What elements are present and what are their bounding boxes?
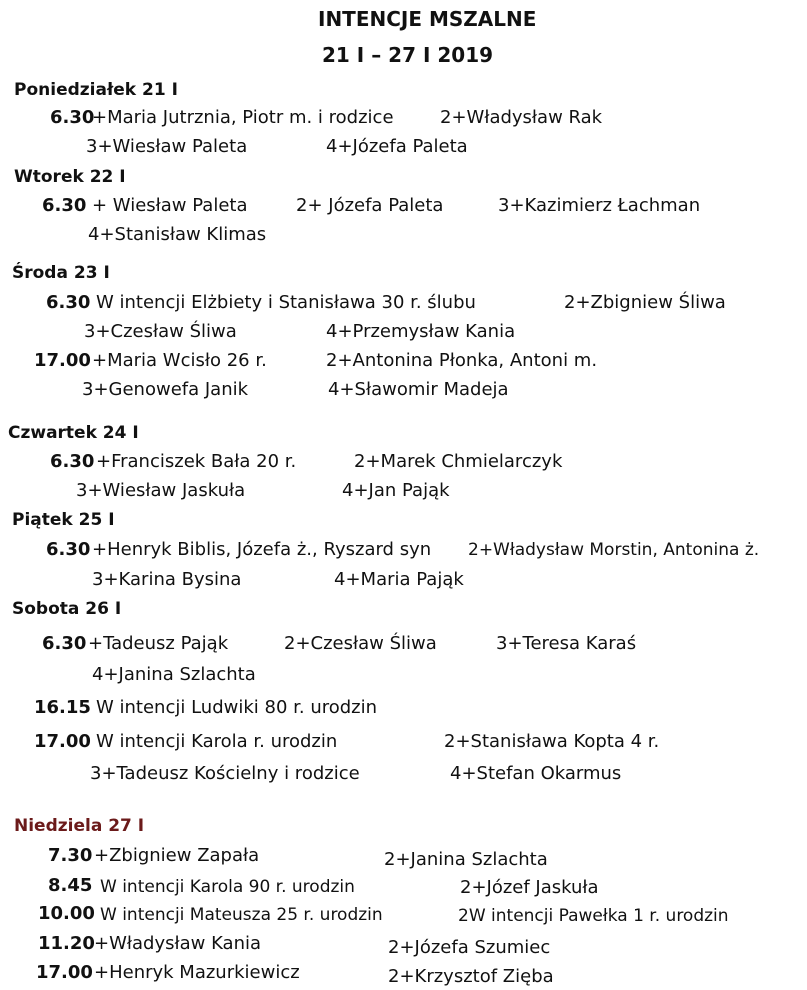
mass-time: 6.30	[42, 195, 87, 216]
mass-time: 17.00	[34, 350, 91, 371]
intention: 2+Janina Szlachta	[384, 849, 548, 870]
intention: 4+Stanisław Klimas	[88, 224, 267, 245]
page-title: INTENCJE MSZALNE	[318, 7, 537, 31]
intention: 2+Marek Chmielarczyk	[354, 451, 563, 472]
intention: +Władysław Kania	[94, 933, 262, 954]
day-heading-friday: Piątek 25 I	[12, 510, 115, 530]
day-heading-tuesday: Wtorek 22 I	[14, 167, 126, 187]
intention: +Henryk Mazurkiewicz	[94, 962, 300, 983]
mass-time: 10.00	[38, 903, 95, 924]
intention: +Zbigniew Zapała	[94, 845, 260, 866]
mass-time: 7.30	[48, 845, 93, 866]
intention: W intencji Karola 90 r. urodzin	[100, 877, 355, 897]
mass-time: 6.30	[42, 633, 87, 654]
intention: 2+Czesław Śliwa	[284, 633, 437, 654]
intention: 2+Krzysztof Zięba	[388, 966, 554, 987]
day-heading-wednesday: Środa 23 I	[12, 263, 110, 283]
intention: 2W intencji Pawełka 1 r. urodzin	[458, 906, 729, 926]
mass-time: 16.15	[34, 697, 91, 718]
intention: W intencji Karola r. urodzin	[96, 731, 338, 752]
intention: 4+Janina Szlachta	[92, 664, 256, 685]
intention: W intencji Ludwiki 80 r. urodzin	[96, 697, 378, 718]
mass-time: 6.30	[46, 292, 91, 313]
intention: +Tadeusz Pająk	[88, 633, 229, 654]
intention: 3+Czesław Śliwa	[84, 321, 237, 342]
intention: 2+Stanisława Kopta 4 r.	[444, 731, 660, 752]
intention: 2+Antonina Płonka, Antoni m.	[326, 350, 598, 371]
mass-time: 17.00	[36, 962, 93, 983]
intention: 3+Genowefa Janik	[82, 379, 249, 400]
mass-time: 6.30	[46, 539, 91, 560]
intention: 2+ Józefa Paleta	[296, 195, 444, 216]
intention: + Wiesław Paleta	[92, 195, 248, 216]
intention: W intencji Mateusza 25 r. urodzin	[100, 905, 383, 925]
intention: 4+Maria Pająk	[334, 569, 464, 590]
mass-time: 6.30	[50, 107, 95, 128]
intention: 4+Józefa Paleta	[326, 136, 468, 157]
intention: +Franciszek Bała 20 r.	[96, 451, 297, 472]
day-heading-thursday: Czwartek 24 I	[8, 423, 139, 443]
intention: +Henryk Biblis, Józefa ż., Ryszard syn	[92, 539, 432, 560]
day-heading-monday: Poniedziałek 21 I	[14, 80, 178, 100]
intention: 3+Wiesław Paleta	[86, 136, 248, 157]
intention: 3+Wiesław Jaskuła	[76, 480, 246, 501]
intention: 3+Tadeusz Kościelny i rodzice	[90, 763, 360, 784]
intention: 2+Zbigniew Śliwa	[564, 292, 726, 313]
intention: 3+Karina Bysina	[92, 569, 242, 590]
intention: 4+Sławomir Madeja	[328, 379, 509, 400]
intention: 4+Przemysław Kania	[326, 321, 516, 342]
day-heading-sunday: Niedziela 27 I	[14, 816, 145, 836]
day-heading-saturday: Sobota 26 I	[12, 599, 122, 619]
intention: 2+Józefa Szumiec	[388, 937, 551, 958]
intention: 2+Józef Jaskuła	[460, 877, 599, 898]
intention: 3+Teresa Karaś	[496, 633, 637, 654]
mass-time: 6.30	[50, 451, 95, 472]
intention: W intencji Elżbiety i Stanisława 30 r. ślubu	[96, 292, 476, 313]
intention: +Maria Jutrznia, Piotr m. i rodzice	[92, 107, 394, 128]
intention: 2+Władysław Rak	[440, 107, 603, 128]
intention: +Maria Wcisło 26 r.	[92, 350, 267, 371]
mass-time: 8.45	[48, 875, 93, 896]
mass-time: 11.20	[38, 933, 95, 954]
intention: 4+Jan Pająk	[342, 480, 450, 501]
intention: 2+Władysław Morstin, Antonina ż.	[468, 540, 760, 560]
intention: 4+Stefan Okarmus	[450, 763, 622, 784]
date-range: 21 I – 27 I 2019	[322, 43, 494, 67]
mass-time: 17.00	[34, 731, 91, 752]
intention: 3+Kazimierz Łachman	[498, 195, 701, 216]
